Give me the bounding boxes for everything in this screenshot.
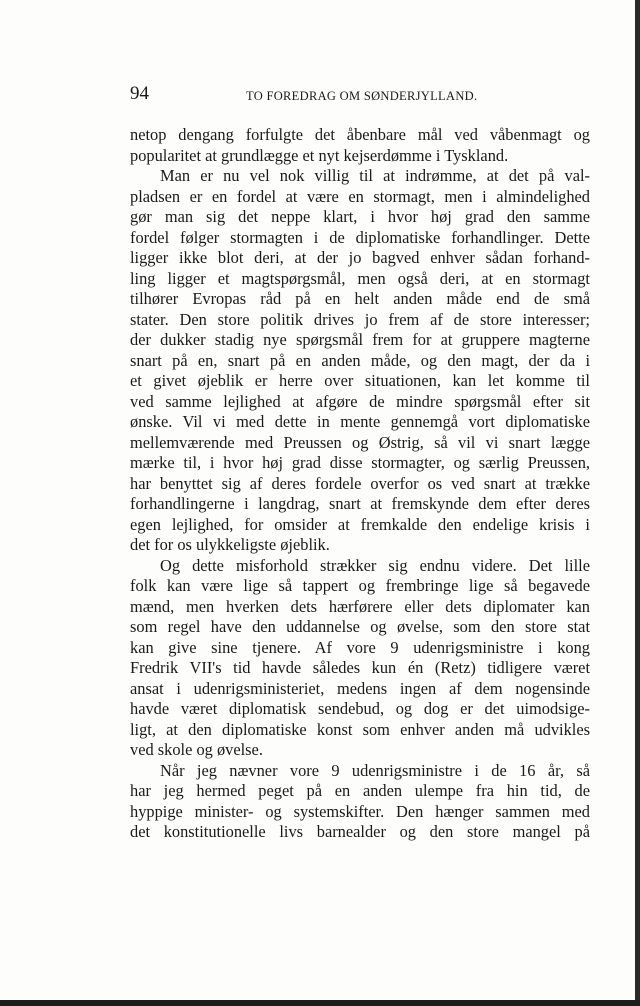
text-line: Fredrik VII's tid havde således kun én (Retz) tidligere været xyxy=(130,658,590,677)
text-line: kan give sine tjenere. Af vore 9 udenrigsministre i kong xyxy=(130,637,590,657)
text-line: det for os ulykkeligste øjeblik. xyxy=(130,535,330,554)
text-line: stater. Den store politik drives jo frem af de store interesser; xyxy=(130,309,590,329)
text-line: mellemværende med Preussen og Østrig, så vil vi snart lægge xyxy=(130,432,590,452)
text-line: forhandlingerne i langdrag, snart at fremskynde dem efter deres xyxy=(130,494,590,513)
text-line: ønske. Vil vi med dette in mente gennemgå vort diplomatiske xyxy=(130,412,590,431)
text-line: som regel have den uddannelse og øvelse, som den store stat xyxy=(130,617,590,636)
text-line: mærke til, i hvor høj grad disse stormagter, og særlig Preussen, xyxy=(130,453,590,472)
text-line: havde været diplomatisk sendebud, og dog er det uimodsige- xyxy=(130,699,590,718)
text-line: pladsen er en fordel at være en stormagt, men i almindelighed xyxy=(130,186,590,206)
text-line: Når jeg nævner vore 9 udenrigsministre i de 16 år, så xyxy=(160,760,590,780)
text-line: folk kan være lige så tappert og frembringe lige så begavede xyxy=(130,576,590,595)
text-line: der dukker stadig nye spørgsmål frem for at gruppere magterne xyxy=(130,330,590,349)
text-line: Og dette misforhold strækker sig endnu videre. Det lille xyxy=(160,555,590,575)
text-line: fordel følger stormagten i de diplomatiske forhandlinger. Dette xyxy=(130,227,590,247)
text-line: snart på en, snart på en anden måde, og den magt, der da i xyxy=(130,350,590,370)
text-line: et givet øjeblik er herre over situationen, kan let komme til xyxy=(130,371,590,390)
text-line: ling ligger et magtspørgsmål, men også deri, at en stormagt xyxy=(130,268,590,288)
scan-edge-right xyxy=(635,0,640,1006)
text-line: netop dengang forfulgte det åbenbare mål ved våbenmagt og xyxy=(130,125,590,144)
text-line: har jeg hermed peget på en anden ulempe fra hin tid, de xyxy=(130,781,590,800)
running-title: TO FOREDRAG OM SØNDERJYLLAND. xyxy=(246,89,478,103)
scan-edge-bottom xyxy=(0,1000,640,1006)
text-line: gør man sig det neppe klart, i hvor høj grad den samme xyxy=(130,207,590,226)
text-line: ligt, at den diplomatiske konst som enhver anden må udvikles xyxy=(130,719,590,739)
text-line: ansat i udenrigsministeriet, medens ingen af dem nogensinde xyxy=(130,678,590,698)
text-line: ved skole og øvelse. xyxy=(130,740,263,759)
text-line: tilhører Evropas råd på en helt anden måde end de små xyxy=(130,289,590,308)
text-line: hyppige minister- og systemskifter. Den hænger sammen med xyxy=(130,801,590,821)
text-line: mænd, men hverken dets hærførere eller dets diplomater kan xyxy=(130,596,590,616)
body-text xyxy=(130,125,590,843)
running-header xyxy=(130,82,592,106)
text-line: ved samme lejlighed at afgøre de mindre spørgsmål efter sit xyxy=(130,391,590,411)
text-line: har benyttet sig af deres fordele overfor os ved snart at trække xyxy=(130,473,590,493)
text-line: ligger ikke blot deri, at der jo bagved enhver sådan forhand- xyxy=(130,248,590,267)
page-number: 94 xyxy=(130,83,149,104)
text-line: Man er nu vel nok villig til at indrømme, at det på val- xyxy=(160,166,590,185)
text-line: det konstitutionelle livs barnealder og den store mangel på xyxy=(130,822,590,841)
text-line: popularitet at grundlægge et nyt kejserdømme i Tyskland. xyxy=(130,145,509,165)
text-line: egen lejlighed, for omsider at fremkalde den endelige krisis i xyxy=(130,514,590,534)
